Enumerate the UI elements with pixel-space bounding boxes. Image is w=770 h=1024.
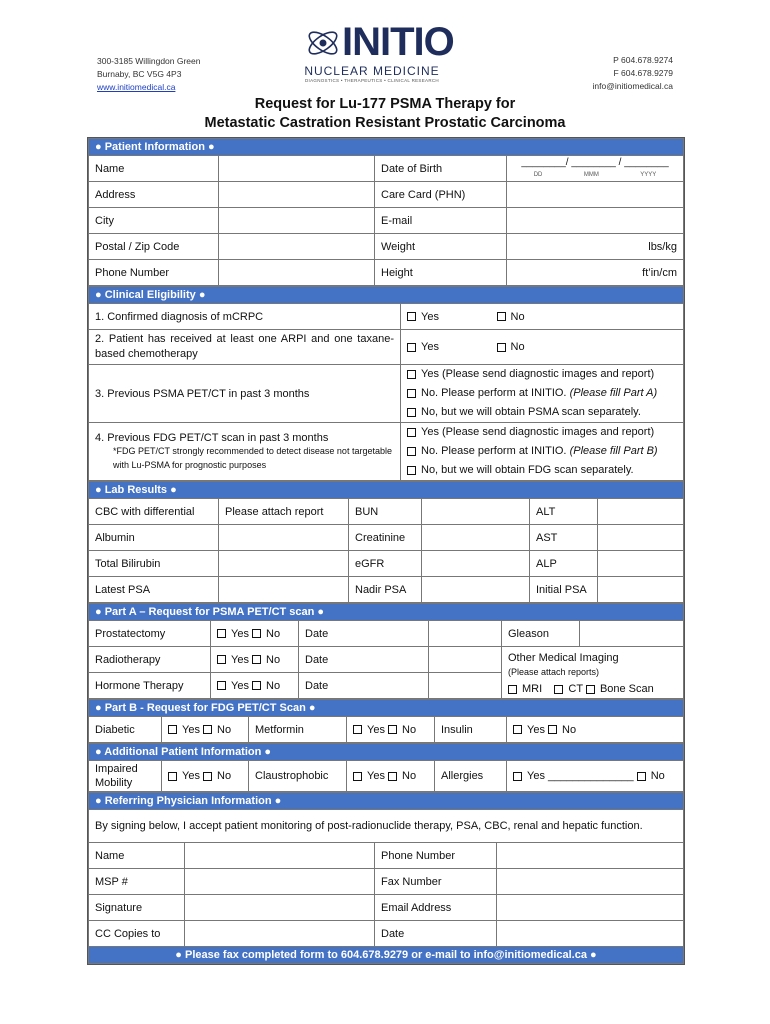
checkbox-icon[interactable] [548,725,557,734]
field-weight[interactable]: lbs/kg [507,234,684,260]
checkbox-icon[interactable] [407,389,416,398]
checkbox-icon[interactable] [353,772,362,781]
yes-label: Yes [527,723,545,736]
field-date[interactable] [497,921,684,947]
logo-tagline: DIAGNOSTICS • THERAPEUTICS • CLINICAL RESEARCH [305,78,439,83]
question-1: 1. Confirmed diagnosis of mCRPC [89,304,401,330]
checkbox-icon[interactable] [388,772,397,781]
yes-label: Yes [231,653,249,666]
title-line-2: Metastatic Castration Resistant Prostatic Carcinoma [204,115,566,131]
q1-yes-option[interactable] [401,304,491,330]
field-ast[interactable] [598,525,684,551]
field-fax[interactable] [497,869,684,895]
label-insulin: Insulin [435,717,507,743]
label-physician-name: Name [89,843,185,869]
checkbox-icon[interactable] [497,312,506,321]
section-patient-info: ● Patient Information ● [89,139,684,156]
label-care-card: Care Card (PHN) [375,182,507,208]
label-name: Name [89,156,219,182]
hormone-options[interactable] [211,673,299,699]
attach-reports-note: (Please attach reports) [508,667,600,677]
form-title [0,95,770,133]
field-dob[interactable] [507,156,684,182]
no-label: No [562,723,577,736]
label-physician-email: Email Address [375,895,497,921]
label-egfr: eGFR [349,551,422,577]
label-bilirubin: Total Bilirubin [89,551,219,577]
physician-table [88,792,684,964]
field-postal[interactable] [219,234,375,260]
checkbox-icon[interactable] [407,343,416,352]
q4-option-yes[interactable] [407,423,677,442]
consent-statement: By signing below, I accept patient monitoring of post-radionuclide therapy, PSA, CBC, renal and hepatic function. [89,810,684,843]
question-4-text: 4. Previous FDG PET/CT scan in past 3 months [95,431,329,444]
label-signature: Signature [89,895,185,921]
q4-option-perform[interactable] [407,442,677,461]
section-part-a: ● Part A – Request for PSMA PET/CT scan ● [89,604,684,621]
footer-instructions: ● Please fax completed form to 604.678.9279 or e-mail to info@initiomedical.ca ● [89,947,684,964]
label-height: Height [375,260,507,286]
checkbox-icon[interactable] [252,655,261,664]
other-imaging-cell [502,647,684,699]
clinic-email: info@initiomedical.ca [592,81,673,91]
website-link[interactable]: www.initiomedical.ca [97,82,176,92]
no-label: No [650,770,665,782]
field-physician-name[interactable] [185,843,375,869]
label-date: Date [375,921,497,947]
part-a-table [88,603,684,699]
lab-results-table [88,481,684,603]
yes-label: Yes [367,723,385,736]
checkbox-icon[interactable] [407,466,416,475]
q4-option-separate[interactable] [407,461,677,480]
dob-yyyy: YYYY [640,171,657,178]
q2-no-option[interactable] [491,330,684,365]
q4-options [401,423,684,481]
question-4-note: *FDG PET/CT strongly recommended to detect disease not targetable with Lu-PSMA for prognostic purposes [113,445,392,470]
title-line-1: Request for Lu-177 PSMA Therapy for [254,96,516,112]
yes-label: Yes [231,679,249,692]
metformin-options[interactable] [347,717,435,743]
mri-label: MRI [522,683,543,695]
checkbox-icon[interactable] [388,725,397,734]
label-claustrophobic: Claustrophobic [249,761,347,792]
q1-yes-label: Yes [421,310,439,323]
checkbox-icon[interactable] [407,447,416,456]
label-gleason: Gleason [502,621,580,647]
label-alp: ALP [530,551,598,577]
label-weight: Weight [375,234,507,260]
label-prostatectomy: Prostatectomy [89,621,211,647]
label-phone: Phone Number [89,260,219,286]
clinic-contact [593,54,673,93]
checkbox-icon[interactable] [217,655,226,664]
field-address[interactable] [219,182,375,208]
label-alt: ALT [530,499,598,525]
yes-blank-label: Yes ______________ [527,770,634,782]
no-label: No [266,627,281,640]
prostatectomy-date-value[interactable] [429,621,502,647]
field-nadir-psa[interactable] [422,577,530,603]
additional-info-table [88,743,684,792]
label-physician-phone: Phone Number [375,843,497,869]
q1-no-option[interactable] [491,304,684,330]
yes-label: Yes [231,627,249,640]
checkbox-icon[interactable] [497,343,506,352]
q2-yes-option[interactable] [401,330,491,365]
label-initial-psa: Initial PSA [530,577,598,603]
radiotherapy-options[interactable] [211,647,299,673]
diabetic-options[interactable] [162,717,249,743]
label-postal: Postal / Zip Code [89,234,219,260]
q3-option-yes[interactable] [407,365,677,384]
q3-option-separate[interactable] [407,403,677,422]
label-metformin: Metformin [249,717,347,743]
field-alp[interactable] [598,551,684,577]
checkbox-icon[interactable] [168,772,177,781]
logo-brand: INITIO [342,20,454,64]
label-albumin: Albumin [89,525,219,551]
field-care-card[interactable] [507,182,684,208]
part-b-table [88,699,684,743]
checkbox-icon[interactable] [203,725,212,734]
dob-dd: DD [533,171,543,178]
label-msp: MSP # [89,869,185,895]
field-email[interactable] [507,208,684,234]
clinic-fax: F 604.678.9279 [613,68,673,78]
prostatectomy-options[interactable] [211,621,299,647]
bone-scan-label: Bone Scan [599,683,654,695]
checkbox-icon[interactable] [407,408,416,417]
label-fax: Fax Number [375,869,497,895]
field-alt[interactable] [598,499,684,525]
checkbox-icon[interactable] [252,629,261,638]
checkbox-icon[interactable] [513,772,522,781]
radiotherapy-date-value[interactable] [429,647,502,673]
imaging-options [508,682,677,696]
request-form [87,137,685,965]
q2-no-label: No [510,341,525,353]
label-bun: BUN [349,499,422,525]
checkbox-icon[interactable] [407,370,416,379]
no-label: No [402,723,417,736]
field-phone[interactable] [219,260,375,286]
checkbox-icon[interactable] [252,681,261,690]
yes-label: Yes [182,770,200,782]
no-label: No [402,770,417,782]
label-dob: Date of Birth [375,156,507,182]
no-label: No [266,653,281,666]
q3-options [401,365,684,423]
label-allergies: Allergies [435,761,507,792]
clinic-phone: P 604.678.9274 [613,55,673,65]
checkbox-icon[interactable] [407,428,416,437]
logo-subtitle: NUCLEAR MEDICINE [304,64,440,78]
label-cc: CC Copies to [89,921,185,947]
impaired-options[interactable] [162,761,249,792]
label-diabetic: Diabetic [89,717,162,743]
section-physician: ● Referring Physician Information ● [89,793,684,810]
insulin-options[interactable] [507,717,684,743]
question-3: 3. Previous PSMA PET/CT in past 3 months [89,365,401,423]
checkbox-icon[interactable] [203,772,212,781]
q4-option-perform-label: No. Please perform at INITIO. [421,445,570,457]
label-hormone: Hormone Therapy [89,673,211,699]
question-4 [89,423,401,481]
question-2: 2. Patient has received at least one ARPI and one taxane-based chemotherapy [89,330,401,365]
field-egfr[interactable] [422,551,530,577]
hormone-date-value[interactable] [429,673,502,699]
checkbox-icon[interactable] [508,685,517,694]
q3-option-separate-label: No, but we will obtain PSMA scan separately. [421,406,641,418]
q3-option-perform[interactable] [407,384,677,403]
label-email: E-mail [375,208,507,234]
checkbox-icon[interactable] [168,725,177,734]
checkbox-icon[interactable] [513,725,522,734]
label-latest-psa: Latest PSA [89,577,219,603]
section-additional: ● Additional Patient Information ● [89,744,684,761]
field-cc[interactable] [185,921,375,947]
field-creatinine[interactable] [422,525,530,551]
q1-no-label: No [510,310,525,323]
hormone-date[interactable]: Date [299,673,429,699]
dob-mmm: MMM [583,171,599,178]
checkbox-icon[interactable] [353,725,362,734]
field-physician-phone[interactable] [497,843,684,869]
checkbox-icon[interactable] [217,629,226,638]
initio-logo [302,20,454,84]
field-bun[interactable] [422,499,530,525]
label-nadir-psa: Nadir PSA [349,577,422,603]
no-label: No [217,723,232,736]
field-cbc[interactable]: Please attach report [219,499,349,525]
checkbox-icon[interactable] [407,312,416,321]
q4-option-perform-note: (Please fill Part B) [569,445,658,457]
field-gleason[interactable] [580,621,684,647]
section-part-b: ● Part B - Request for FDG PET/CT Scan ● [89,700,684,717]
label-radiotherapy: Radiotherapy [89,647,211,673]
atom-icon [304,22,342,64]
patient-info-table [88,138,684,286]
clinical-eligibility-table [88,286,684,481]
q3-option-perform-label: No. Please perform at INITIO. [421,387,570,399]
address-line-2: Burnaby, BC V5G 4P3 [97,69,182,79]
radiotherapy-date[interactable]: Date [299,647,429,673]
section-clinical: ● Clinical Eligibility ● [89,287,684,304]
label-ast: AST [530,525,598,551]
q2-yes-label: Yes [421,341,439,353]
q4-option-separate-label: No, but we will obtain FDG scan separately. [421,464,634,476]
field-msp[interactable] [185,869,375,895]
no-label: No [217,770,232,782]
allergies-options[interactable] [507,761,684,792]
yes-label: Yes [367,770,385,782]
field-city[interactable] [219,208,375,234]
label-impaired-mobility: Impaired Mobility [89,761,162,792]
clinic-address [97,55,200,94]
label-creatinine: Creatinine [349,525,422,551]
checkbox-icon[interactable] [554,685,563,694]
q4-option-yes-label: Yes (Please send diagnostic images and report) [421,426,655,438]
dob-blank: ________/ ________ / ________ [521,156,669,168]
field-signature[interactable] [185,895,375,921]
label-cbc: CBC with differential [89,499,219,525]
field-initial-psa[interactable] [598,577,684,603]
field-height[interactable]: ft’in/cm [507,260,684,286]
prostatectomy-date[interactable]: Date [299,621,429,647]
field-physician-email[interactable] [497,895,684,921]
q3-option-yes-label: Yes (Please send diagnostic images and report) [421,368,655,380]
field-bilirubin[interactable] [219,551,349,577]
section-lab: ● Lab Results ● [89,482,684,499]
q3-option-perform-note: (Please fill Part A) [569,387,658,399]
field-name[interactable] [219,156,375,182]
label-other-imaging: Other Medical Imaging [508,652,619,664]
label-city: City [89,208,219,234]
checkbox-icon[interactable] [217,681,226,690]
checkbox-icon[interactable] [586,685,595,694]
address-line-1: 300-3185 Willingdon Green [97,56,201,66]
yes-label: Yes [182,723,200,736]
field-albumin[interactable] [219,525,349,551]
ct-label: CT [568,683,583,695]
claustro-options[interactable] [347,761,435,792]
field-latest-psa[interactable] [219,577,349,603]
label-address: Address [89,182,219,208]
checkbox-icon[interactable] [637,772,646,781]
no-label: No [266,679,281,692]
